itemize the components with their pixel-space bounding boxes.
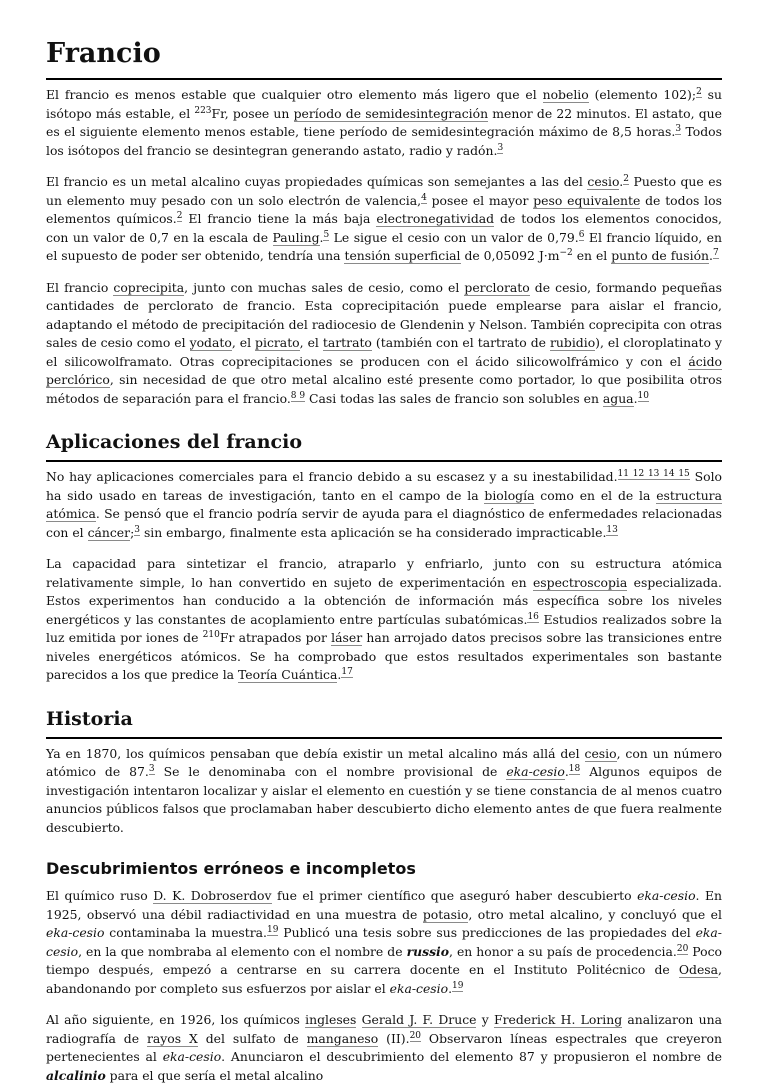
link-potasio[interactable]: potasio xyxy=(422,906,469,922)
link-agua[interactable]: agua xyxy=(602,390,634,406)
link-nobelio[interactable]: nobelio xyxy=(542,87,589,102)
citation-ref[interactable]: 19 xyxy=(267,925,279,935)
citation-ref[interactable]: 2 xyxy=(176,211,183,221)
link-punto-de-fusion[interactable]: punto de fusión xyxy=(611,248,710,263)
link-peso-equivalente[interactable]: peso equivalente xyxy=(533,192,641,208)
link-picrato[interactable]: picrato xyxy=(255,335,300,350)
link-cancer[interactable]: cáncer xyxy=(87,524,131,540)
link-pauling[interactable]: Pauling xyxy=(272,229,320,245)
section-heading-historia: Historia xyxy=(46,707,722,739)
citation-ref[interactable]: 6 xyxy=(578,229,585,240)
descubrimientos-paragraph-2: Al año siguiente, en 1926, los químicos ingleses Gerald J. F. Druce y Frederick H. Loring analizaron una radiografía de rayos X del sulfato de manganeso (II).$^{20}$ Observaron líneas espectrales que creyeron pertenecientes al eka-cesio. Anunciaron el descubrimiento del elemento 87 y propusieron el nombre de alcalinio para el que sería el metal alcalino xyxy=(46,1012,722,1083)
subsection-heading-descubrimientos: Descubrimientos erróneos e incompletos xyxy=(46,859,416,878)
intro-paragraph-1: El francio es menos estable que cualquier otro elemento más ligero que el nobelio (elemento 102);$^2$ su isótopo más estable, el $^{223}$Fr, posee un período de semidesintegración menor de 22 minutos. El astato, que es el siguiente elemento menos estable, tiene período de semidesintegración máximo de 8,5 horas.$^3$ Todos los isótopos del francio se desintegran generando astato, radio y radón.$^3$ xyxy=(46,87,723,158)
link-yodato[interactable]: yodato xyxy=(189,335,232,350)
link-odesa[interactable]: Odesa xyxy=(678,962,719,977)
citation-ref[interactable]: 18 xyxy=(568,764,581,774)
aplicaciones-paragraph-1: No hay aplicaciones comerciales para el francio debido a su escasez y a su inestabilidad.$^{11 12 13 14 15}$ Solo ha sido usado en tareas de investigación, tanto en el campo de la biología como en el de la estructura atómica. Se pensó que el francio podría servir de ayuda para el diagnóstico de enfermedades relacionadas con el cáncer;$^3$ sin embargo, finalmente esta aplicación se ha considerado impracticable.$^{13}$ xyxy=(46,469,722,540)
article-body xyxy=(46,36,722,1085)
link-coprecipita[interactable]: coprecipita xyxy=(113,279,185,295)
link-rubidio[interactable]: rubidio xyxy=(550,335,596,350)
link-espectroscopia[interactable]: espectroscopia xyxy=(532,574,628,590)
link-tartrato[interactable]: tartrato xyxy=(322,335,372,350)
citation-ref[interactable]: 4 xyxy=(421,192,427,203)
unit-exponent: −2 xyxy=(559,248,573,258)
citation-ref[interactable]: 19 xyxy=(452,980,464,991)
link-periodo-semidesintegracion[interactable]: período de semidesintegración xyxy=(293,105,489,121)
link-manganeso[interactable]: manganeso xyxy=(306,1030,379,1046)
link-teoria-cuantica[interactable]: Teoría Cuántica xyxy=(237,667,338,682)
link-perclorato[interactable]: perclorato xyxy=(464,279,530,295)
citation-ref[interactable]: 11 12 13 14 15 xyxy=(617,469,690,479)
descubrimientos-paragraph-1: El químico ruso D. K. Dobroserdov fue el primer científico que aseguró haber descubierto eka-cesio. En 1925, observó una débil radiactividad en una muestra de potasio, otro metal alcalino, y concluyó que el eka-cesio contaminaba la muestra.$^{19}$ Publicó una tesis sobre sus predicciones de las propiedades del eka-cesio, en la que nombraba al elemento con el nombre de russio, en honor a su país de procedencia.$^{20}$ Poco tiempo después, empezó a centrarse en su carrera docente en el Instituto Politécnico de Odesa, abandonando por completo sus esfuerzos por aislar el eka-cesio.$^{19}$ xyxy=(46,888,723,996)
aplicaciones-paragraph-2: La capacidad para sintetizar el francio, atraparlo y enfriarlo, junto con su estructura atómica relativamente simple, lo han convertido en sujeto de experimentación en espectroscopia especializada. Estos experimentos han conducido a la obtención de información más específica sobre los niveles energéticos y las constantes de acoplamiento entre partículas subatómicas.$^{16}$ Estudios realizados sobre la luz emitida por iones de $^{210}$Fr atrapados por láser han arrojado datos precisos sobre las transiciones entre niveles energéticos atómicos. Se ha comprobado que estos resultados experimentales son bastante parecidos a los que predice la Teoría Cuántica.$^{17}$ xyxy=(46,556,722,682)
link-cesio[interactable]: cesio xyxy=(584,745,617,761)
page-title: Francio xyxy=(46,36,722,80)
citation-ref[interactable]: 17 xyxy=(341,667,353,677)
link-cesio[interactable]: cesio xyxy=(587,174,620,189)
citation-ref[interactable]: 2 xyxy=(696,87,702,97)
citation-ref[interactable]: 13 xyxy=(606,524,618,535)
citation-ref[interactable]: 3 xyxy=(134,524,140,535)
mass-number: 210 xyxy=(202,630,220,640)
link-tension-superficial[interactable]: tensión superficial xyxy=(344,248,461,263)
citation-ref[interactable]: 7 xyxy=(712,248,719,258)
citation-ref[interactable]: 8 9 xyxy=(290,390,306,401)
mass-number: 223 xyxy=(194,105,212,116)
citation-ref[interactable]: 3 xyxy=(675,124,682,134)
link-biologia[interactable]: biología xyxy=(484,487,535,503)
citation-ref[interactable]: 5 xyxy=(323,229,330,240)
link-estructura-atomica[interactable]: estructura atómica xyxy=(46,487,722,521)
link-acido-perclorico[interactable]: ácido perclórico xyxy=(46,353,722,387)
link-frederick-loring[interactable]: Frederick H. Loring xyxy=(493,1012,623,1027)
citation-ref[interactable]: 20 xyxy=(409,1030,422,1041)
citation-ref[interactable]: 3 xyxy=(497,142,504,153)
link-rayos-x[interactable]: rayos X xyxy=(146,1030,198,1046)
citation-ref[interactable]: 10 xyxy=(637,390,649,401)
link-electronegatividad[interactable]: electronegatividad xyxy=(376,211,495,226)
citation-ref[interactable]: 16 xyxy=(527,611,539,622)
historia-paragraph-1: Ya en 1870, los químicos pensaban que debía existir un metal alcalino más allá del cesio, con un número atómico de 87.$^3$ Se le denominaba con el nombre provisional de eka-cesio.$^{18}$ Algunos equipos de investigación intentaron localizar y aislar el elemento en cuestión y se tiene constancia de al menos cuatro anuncios públicos falsos que proclamaban haber descubierto dicho elemento antes de que fuera realmente descubierto. xyxy=(46,745,722,835)
link-ingleses[interactable]: ingleses xyxy=(305,1012,357,1027)
link-laser[interactable]: láser xyxy=(331,630,363,645)
intro-paragraph-3: El francio coprecipita, junto con muchas sales de cesio, como el perclorato de cesio, formando pequeñas cantidades de perclorato de francio. Esta coprecipitación puede emplearse para aislar el francio, adaptando el método de precipitación del radiocesio de Glendenin y Nelson. También coprecipita con otras sales de cesio como el yodato, el picrato, el tartrato (también con el tartrato de rubidio), el cloroplatinato y el silicowolframato. Otras coprecipitaciones se producen con el ácido silicowolfrámico y con el ácido perclórico, sin necesidad de que otro metal alcalino esté presente como portador, lo que posibilita otros métodos de separación para el francio.$^{8 9}$ Casi todas las sales de francio son solubles en agua.$^{10}$ xyxy=(46,279,722,406)
citation-ref[interactable]: 20 xyxy=(676,943,689,954)
citation-ref[interactable]: 3 xyxy=(148,764,155,774)
link-dobroserdov[interactable]: D. K. Dobroserdov xyxy=(153,888,272,903)
link-eka-cesio[interactable]: eka-cesio xyxy=(506,764,565,779)
intro-paragraph-2: El francio es un metal alcalino cuyas propiedades químicas son semejantes a las del cesio.$^2$ Puesto que es un elemento muy pesado con un solo electrón de valencia,$^4$ posee el mayor peso equivalente de todos los elementos químicos.$^2$ El francio tiene la más baja electronegatividad de todos los elementos conocidos, con un valor de 0,7 en la escala de Pauling.$^5$ Le sigue el cesio con un valor de 0,79.$^6$ El francio líquido, en el supuesto de poder ser obtenido, tendría una tensión superficial de 0,05092 $J\cdot m^{-2}$ en el punto de fusión.$^7$ xyxy=(46,174,722,263)
section-heading-aplicaciones: Aplicaciones del francio xyxy=(46,430,722,462)
citation-ref[interactable]: 2 xyxy=(623,174,629,184)
link-gerald-druce[interactable]: Gerald J. F. Druce xyxy=(361,1012,477,1027)
